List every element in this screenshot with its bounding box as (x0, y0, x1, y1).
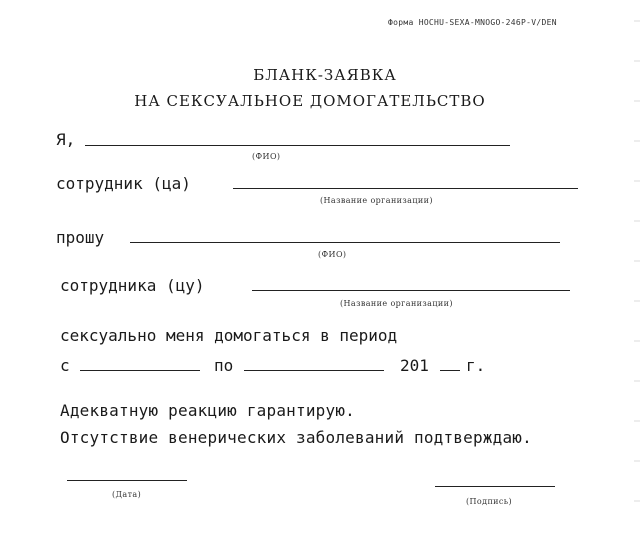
label-harass-period: сексуально меня домогаться в период (60, 326, 398, 345)
organization-field-line[interactable] (233, 188, 578, 189)
date-signature-line[interactable] (67, 480, 187, 481)
target-fio-hint: (ФИО) (318, 250, 347, 259)
date-to-field-line[interactable] (244, 370, 384, 371)
label-to: по (214, 356, 234, 375)
label-employee: сотрудник (ца) (56, 174, 191, 193)
fio-field-line[interactable] (85, 145, 510, 146)
date-hint: (Дата) (112, 490, 142, 499)
statement-health: Отсутствие венерических заболеваний подтверждаю. (60, 428, 532, 447)
fio-hint: (ФИО) (252, 152, 281, 161)
form-code: Форма HOCHU-SEXA-MNOGO-246P-V/DEN (388, 18, 557, 27)
label-ya: Я, (56, 130, 76, 149)
label-ask: прошу (56, 228, 105, 247)
organization-hint: (Название организации) (320, 196, 433, 205)
year-field-line[interactable] (440, 370, 460, 371)
target-fio-field-line[interactable] (130, 242, 560, 243)
date-from-field-line[interactable] (80, 370, 200, 371)
target-organization-field-line[interactable] (252, 290, 570, 291)
label-from: с (60, 356, 70, 375)
target-organization-hint: (Название организации) (340, 299, 453, 308)
signature-hint: (Подпись) (466, 497, 513, 506)
form-title-line1: БЛАНК-ЗАЯВКА (253, 66, 397, 84)
form-title-line2: НА СЕКСУАЛЬНОЕ ДОМОГАТЕЛЬСТВО (134, 92, 486, 110)
label-year: 201 (400, 356, 429, 375)
label-year-suffix: г. (466, 356, 486, 375)
scan-edge-shadow (634, 0, 640, 538)
label-employee2: сотрудника (цу) (60, 276, 205, 295)
statement-reaction: Адекватную реакцию гарантирую. (60, 401, 355, 420)
signature-line[interactable] (435, 486, 555, 487)
